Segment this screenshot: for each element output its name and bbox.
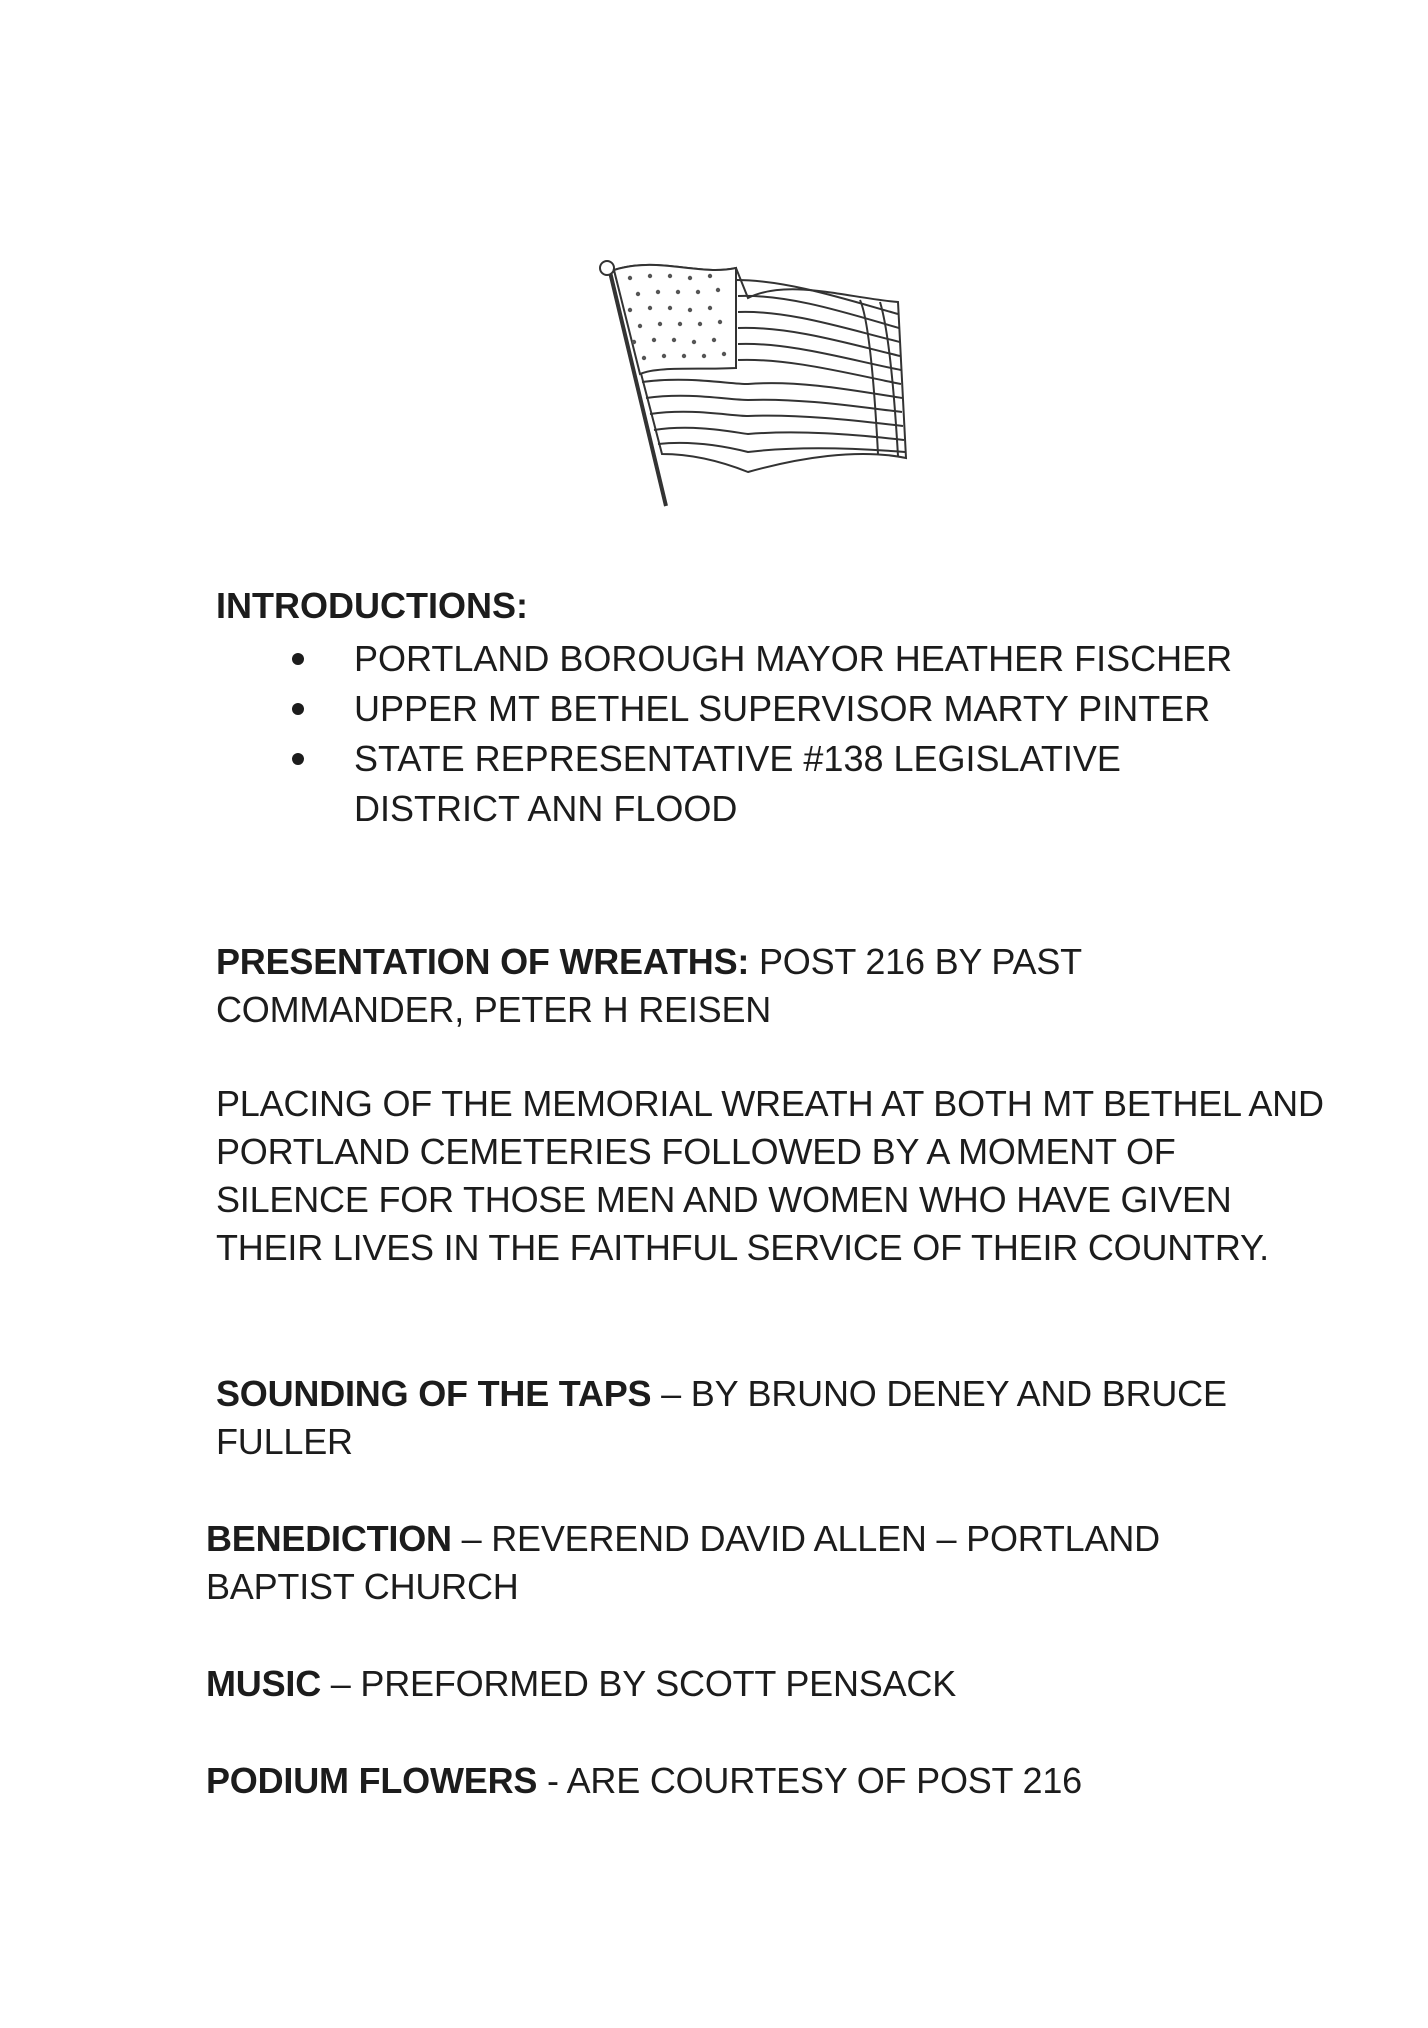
sounding-of-taps bbox=[216, 1370, 1276, 1466]
list-item bbox=[280, 734, 1254, 834]
podium-flowers bbox=[206, 1757, 1266, 1805]
list-item bbox=[280, 684, 1254, 734]
presentation-of-wreaths bbox=[216, 938, 1216, 1034]
section-text: PLACING OF THE MEMORIAL WREATH AT BOTH MT BETHEL AND PORTLAND CEMETERIES FOLLOWED BY A MOMENT OF SILENCE FOR THOSE MEN AND WOMEN WHO HAVE GIVEN THEIR LIVES IN THE FAITHFUL SERVICE OF THEIR COUNTRY. bbox=[216, 1083, 1324, 1268]
introduction-item-text: PORTLAND BOROUGH MAYOR HEATHER FISCHER bbox=[354, 638, 1233, 679]
section-lead: BENEDICTION bbox=[206, 1518, 452, 1559]
american-flag-icon bbox=[598, 258, 916, 512]
section-text: – BY BRUNO DENEY AND BRUCE FULLER bbox=[216, 1373, 1227, 1462]
music bbox=[206, 1660, 1266, 1708]
section-lead: MUSIC bbox=[206, 1663, 321, 1704]
section-text: – PREFORMED BY SCOTT PENSACK bbox=[321, 1663, 957, 1704]
section-text: POST 216 BY PAST COMMANDER, PETER H REISEN bbox=[216, 941, 1082, 1030]
placing-of-wreath bbox=[216, 1080, 1336, 1272]
section-text: - ARE COURTESY OF POST 216 bbox=[537, 1760, 1082, 1801]
section-text: – REVEREND DAVID ALLEN – PORTLAND BAPTIST CHURCH bbox=[206, 1518, 1160, 1607]
introductions-heading: INTRODUCTIONS: bbox=[216, 585, 528, 626]
benediction bbox=[206, 1515, 1266, 1611]
bullet-icon bbox=[292, 653, 304, 665]
introduction-item-text: UPPER MT BETHEL SUPERVISOR MARTY PINTER bbox=[354, 688, 1211, 729]
introductions-list bbox=[280, 634, 1254, 834]
list-item bbox=[280, 634, 1254, 684]
section-lead: PRESENTATION OF WREATHS: bbox=[216, 941, 750, 982]
bullet-icon bbox=[292, 703, 304, 715]
section-lead: SOUNDING OF THE TAPS bbox=[216, 1373, 652, 1414]
introduction-item-text: STATE REPRESENTATIVE #138 LEGISLATIVE DISTRICT ANN FLOOD bbox=[354, 738, 1121, 829]
section-lead: PODIUM FLOWERS bbox=[206, 1760, 538, 1801]
bullet-icon bbox=[292, 753, 304, 765]
